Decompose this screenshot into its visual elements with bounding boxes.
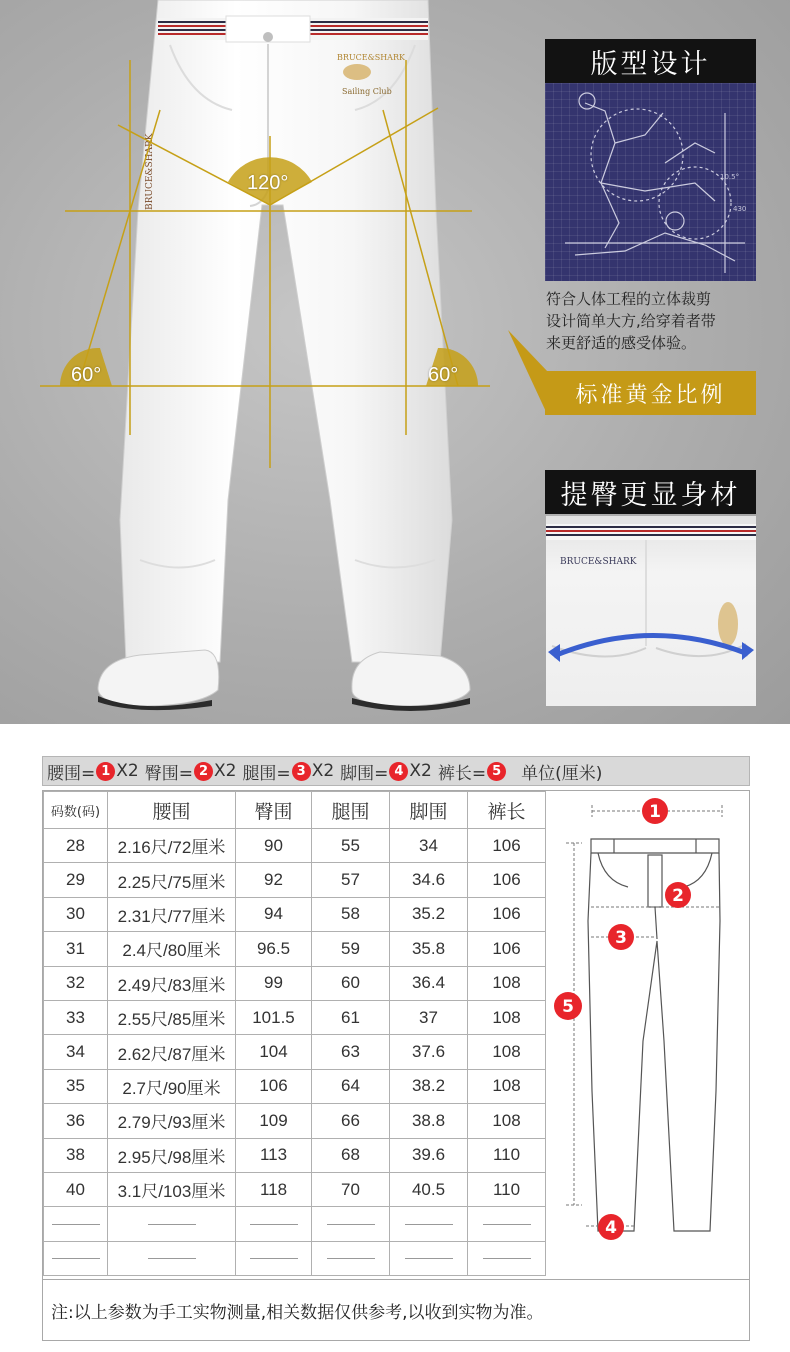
svg-text:10.5°: 10.5° (720, 173, 740, 181)
header-hip: 臀围 (236, 792, 312, 829)
cell-thigh: 63 (312, 1035, 390, 1069)
cell-size: 38 (44, 1138, 108, 1172)
cell-thigh: 60 (312, 966, 390, 1000)
cell-waist: 2.4尺/80厘米 (108, 932, 236, 966)
cell-hip: 99 (236, 966, 312, 1000)
cell-waist: 2.55尺/85厘米 (108, 1000, 236, 1034)
legend-hip (145, 759, 237, 784)
size-table (43, 791, 546, 1276)
cell-leg-opening: 34 (390, 829, 468, 863)
cell-hip: 109 (236, 1104, 312, 1138)
dash-placeholder (405, 1258, 453, 1259)
angle-label-left: 60° (71, 364, 102, 386)
cell-length: 106 (468, 897, 546, 931)
cell-length: 106 (468, 863, 546, 897)
table-row (44, 897, 546, 931)
dash-placeholder (52, 1224, 100, 1225)
empty-cell (44, 1207, 108, 1241)
legend-suffix: X2 (213, 761, 237, 781)
table-row (44, 829, 546, 863)
legend-label: 腰围= (47, 763, 96, 784)
golden-ratio-banner: 标准黄金比例 (545, 371, 756, 415)
cell-size: 28 (44, 829, 108, 863)
empty-cell (468, 1207, 546, 1241)
ergonomic-blueprint-image (545, 83, 756, 281)
empty-cell (236, 1241, 312, 1275)
legend-suffix: X2 (409, 761, 432, 781)
cell-leg-opening: 35.8 (390, 932, 468, 966)
table-row (44, 1069, 546, 1103)
header-thigh: 腿围 (312, 792, 390, 829)
table-header-row (44, 792, 546, 829)
dash-placeholder (148, 1224, 196, 1225)
angle-label-top: 120° (247, 172, 289, 194)
dash-placeholder (327, 1224, 375, 1225)
design-desc-line: 设计简单大方,给穿着者带 (546, 312, 716, 330)
table-row (44, 966, 546, 1000)
cell-thigh: 58 (312, 897, 390, 931)
empty-cell (390, 1241, 468, 1275)
diagram-marker-2: 2 (672, 886, 684, 906)
cell-leg-opening: 39.6 (390, 1138, 468, 1172)
svg-text:BRUCE&SHARK: BRUCE&SHARK (145, 133, 155, 210)
cell-size: 30 (44, 897, 108, 931)
empty-cell (312, 1241, 390, 1275)
legend-unit: 单位(厘米) (521, 763, 603, 784)
cell-length: 106 (468, 932, 546, 966)
cell-size: 31 (44, 932, 108, 966)
cell-waist: 2.7尺/90厘米 (108, 1069, 236, 1103)
legend-thigh (242, 759, 334, 784)
cell-leg-opening: 36.4 (390, 966, 468, 1000)
cell-waist: 3.1尺/103厘米 (108, 1172, 236, 1206)
dash-placeholder (52, 1258, 100, 1259)
empty-cell (108, 1241, 236, 1275)
dash-placeholder (483, 1224, 531, 1225)
cell-size: 34 (44, 1035, 108, 1069)
cell-hip: 106 (236, 1069, 312, 1103)
cell-leg-opening: 35.2 (390, 897, 468, 931)
cell-size: 32 (44, 966, 108, 1000)
header-leg-opening: 脚围 (390, 792, 468, 829)
table-row (44, 863, 546, 897)
marker-2-icon: 2 (194, 762, 213, 781)
cell-hip: 101.5 (236, 1000, 312, 1034)
svg-text:Sailing Club: Sailing Club (342, 87, 392, 96)
legend-leg-opening (340, 759, 432, 784)
cell-length: 108 (468, 1035, 546, 1069)
cell-leg-opening: 34.6 (390, 863, 468, 897)
diagram-marker-1: 1 (649, 802, 661, 822)
empty-cell (108, 1207, 236, 1241)
dash-placeholder (405, 1224, 453, 1225)
design-description (546, 288, 766, 354)
legend-label: 裤长= (437, 763, 487, 784)
cell-size: 35 (44, 1069, 108, 1103)
diagram-marker-4: 4 (605, 1218, 617, 1238)
cell-length: 106 (468, 829, 546, 863)
cell-size: 29 (44, 863, 108, 897)
svg-text:430: 430 (733, 205, 747, 213)
cell-leg-opening: 37.6 (390, 1035, 468, 1069)
cell-length: 110 (468, 1172, 546, 1206)
diagram-marker-3: 3 (615, 928, 627, 948)
header-waist: 腰围 (108, 792, 236, 829)
cell-hip: 90 (236, 829, 312, 863)
size-chart (42, 790, 750, 1341)
cell-thigh: 68 (312, 1138, 390, 1172)
design-desc-line: 来更舒适的感受体验。 (546, 334, 697, 352)
diagram-marker-5: 5 (562, 997, 574, 1017)
cell-waist: 2.62尺/87厘米 (108, 1035, 236, 1069)
table-row (44, 1172, 546, 1206)
marker-4-icon: 4 (389, 762, 408, 781)
measurement-legend (42, 756, 750, 786)
empty-cell (468, 1241, 546, 1275)
cell-waist: 2.79尺/93厘米 (108, 1104, 236, 1138)
cell-hip: 113 (236, 1138, 312, 1172)
cell-thigh: 70 (312, 1172, 390, 1206)
table-row (44, 1104, 546, 1138)
dash-placeholder (148, 1258, 196, 1259)
cell-length: 108 (468, 1104, 546, 1138)
cell-leg-opening: 40.5 (390, 1172, 468, 1206)
cell-hip: 118 (236, 1172, 312, 1206)
hip-closeup-photo (546, 516, 756, 706)
cell-length: 108 (468, 966, 546, 1000)
legend-label: 脚围= (340, 763, 389, 784)
pants-measurement-diagram (546, 791, 750, 1279)
cell-thigh: 64 (312, 1069, 390, 1103)
legend-suffix: X2 (311, 761, 335, 781)
empty-cell (390, 1207, 468, 1241)
table-row (44, 1138, 546, 1172)
cell-hip: 96.5 (236, 932, 312, 966)
table-row (44, 1035, 546, 1069)
table-row (44, 932, 546, 966)
dash-placeholder (250, 1224, 298, 1225)
table-row (44, 1000, 546, 1034)
table-row-empty (44, 1241, 546, 1275)
legend-suffix: X2 (116, 761, 139, 781)
dash-placeholder (327, 1258, 375, 1259)
cell-thigh: 66 (312, 1104, 390, 1138)
legend-label: 臀围= (144, 763, 193, 784)
cell-waist: 2.49尺/83厘米 (108, 966, 236, 1000)
cell-leg-opening: 38.2 (390, 1069, 468, 1103)
cell-thigh: 59 (312, 932, 390, 966)
cell-thigh: 55 (312, 829, 390, 863)
legend-label: 腿围= (242, 763, 291, 784)
brand-logo: BRUCE&SHARK (337, 53, 405, 62)
cell-leg-opening: 38.8 (390, 1104, 468, 1138)
marker-3-icon: 3 (292, 762, 311, 781)
design-desc-line: 符合人体工程的立体裁剪 (546, 290, 712, 308)
legend-waist (47, 759, 139, 784)
angle-label-right: 60° (428, 364, 459, 386)
empty-cell (236, 1207, 312, 1241)
marker-5-icon: 5 (487, 762, 506, 781)
dash-placeholder (483, 1258, 531, 1259)
cell-waist: 2.16尺/72厘米 (108, 829, 236, 863)
cell-hip: 104 (236, 1035, 312, 1069)
measurement-note: 注:以上参数为手工实物测量,相关数据仅供参考,以收到实物为准。 (43, 1279, 749, 1341)
cell-size: 40 (44, 1172, 108, 1206)
empty-cell (312, 1207, 390, 1241)
cell-leg-opening: 37 (390, 1000, 468, 1034)
header-size: 码数(码) (44, 792, 108, 829)
cell-length: 108 (468, 1000, 546, 1034)
cell-size: 36 (44, 1104, 108, 1138)
svg-text:BRUCE&SHARK: BRUCE&SHARK (560, 557, 637, 567)
hip-panel-title: 提臀更显身材 (545, 470, 756, 514)
header-length: 裤长 (468, 792, 546, 829)
cell-waist: 2.95尺/98厘米 (108, 1138, 236, 1172)
cell-hip: 94 (236, 897, 312, 931)
cell-waist: 2.25尺/75厘米 (108, 863, 236, 897)
cell-thigh: 61 (312, 1000, 390, 1034)
cell-length: 110 (468, 1138, 546, 1172)
marker-1-icon: 1 (96, 762, 115, 781)
cell-thigh: 57 (312, 863, 390, 897)
cell-length: 108 (468, 1069, 546, 1103)
cell-waist: 2.31尺/77厘米 (108, 897, 236, 931)
table-row-empty (44, 1207, 546, 1241)
empty-cell (44, 1241, 108, 1275)
cell-hip: 92 (236, 863, 312, 897)
dash-placeholder (250, 1258, 298, 1259)
legend-length (438, 759, 507, 784)
cell-size: 33 (44, 1000, 108, 1034)
design-panel-title: 版型设计 (545, 39, 756, 83)
